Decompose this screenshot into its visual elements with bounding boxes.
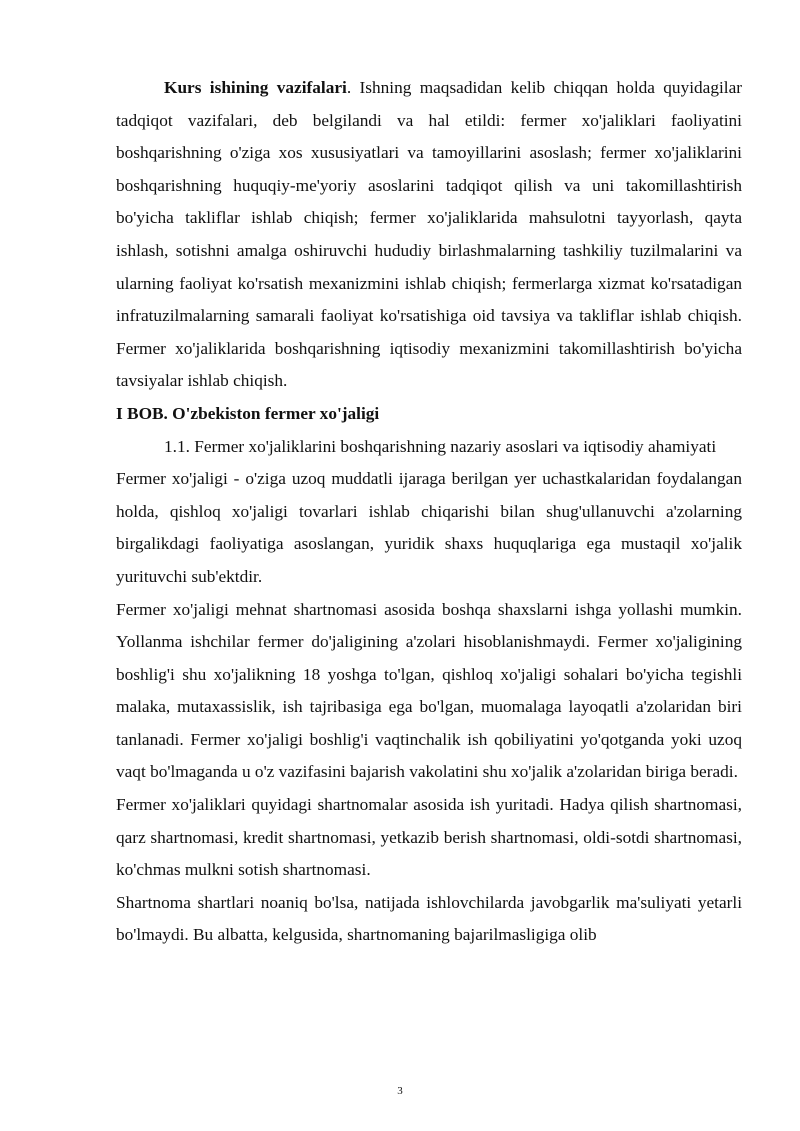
page-number: 3 (397, 1085, 403, 1097)
chapter-heading: I BOB. O'zbekiston fermer xo'jaligi (116, 403, 380, 423)
tasks-lead: Kurs ishining vazifalari (164, 78, 347, 97)
employment-paragraph: Fermer xo'jaligi mehnat shartnomasi asosida boshqa shaxslarni ishga yollashi mumkin. Yollanma ishchilar fermer do'jaligining a'zolari hisoblanishmaydi. Fermer xo'jaligining boshlig'i shu xo'jalikning 18 yoshga to'lgan, qishloq xo'jaligi sohalari bo'yicha tegishli malaka, mutaxassislik, ish tajribasiga ega bo'lgan, muomalaga layoqatli a'zolaridan biri tanlanadi. Fermer xo'jaligi boshlig'i vaqtinchalik ish qobiliyatini yo'qotganda yoki uzoq vaqt bo'lmaganda u o'z vazifasini bajarish vakolatini shu xo'jalik a'zolaridan biriga beradi. (116, 599, 742, 782)
liability-paragraph: Shartnoma shartlari noaniq bo'lsa, natijada ishlovchilarda javobgarlik ma'suliyati yetarli bo'lmaydi. Bu albatta, kelgusida, shartnomaning bajarilmasligiga olib (116, 892, 742, 945)
page-body (116, 72, 742, 952)
tasks-paragraph (116, 72, 742, 398)
tasks-body: . Ishning maqsadidan kelib chiqqan holda quyidagilar tadqiqot vazifalari, deb belgilandi va hal etildi: fermer xo'jaliklari faoliyatini boshqarishning o'ziga xos xususiyatlari va tamoyillarini asoslash; fermer xo'jaliklarini boshqarishning huquqiy-me'yoriy asoslarini tadqiqot qilish va uni takomillashtirish bo'yicha takliflar ishlab chiqish; fermer xo'jaliklarida mahsulotni tayyorlash, qayta ishlash, sotishni amalga oshiruvchi hududiy birlashmalarning tashkiliy tuzilmalarini va ularning faoliyat ko'rsatish mexanizmini ishlab chiqish; fermerlarga xizmat ko'rsatadigan infratuzilmalarning samarali faoliyat ko'rsatishiga oid tavsiya va takliflar ishlab chiqish. Fermer xo'jaliklarida boshqarishning iqtisodiy mexanizmini takomillashtirish bo'yicha tavsiyalar ishlab chiqish. (116, 78, 742, 391)
definition-paragraph: Fermer xo'jaligi - o'ziga uzoq muddatli ijaraga berilgan yer uchastkalaridan foydalangan holda, qishloq xo'jaligi tovarlari ishlab chiqarishi bilan shug'ullanuvchi a'zolarning birgalikdagi faoliyatiga asoslangan, yuridik shaxs huquqlariga ega mustaqil xo'jalik yurituvchi sub'ektdir. (116, 469, 742, 586)
section-heading: 1.1. Fermer xo'jaliklarini boshqarishning nazariy asoslari va iqtisodiy ahamiyati (164, 436, 717, 456)
contracts-paragraph: Fermer xo'jaliklari quyidagi shartnomalar asosida ish yuritadi. Hadya qilish shartnomasi, qarz shartnomasi, kredit shartnomasi, yetkazib berish shartnomasi, oldi-sotdi shartnomasi, ko'chmas mulkni sotish shartnomasi. (116, 795, 742, 880)
